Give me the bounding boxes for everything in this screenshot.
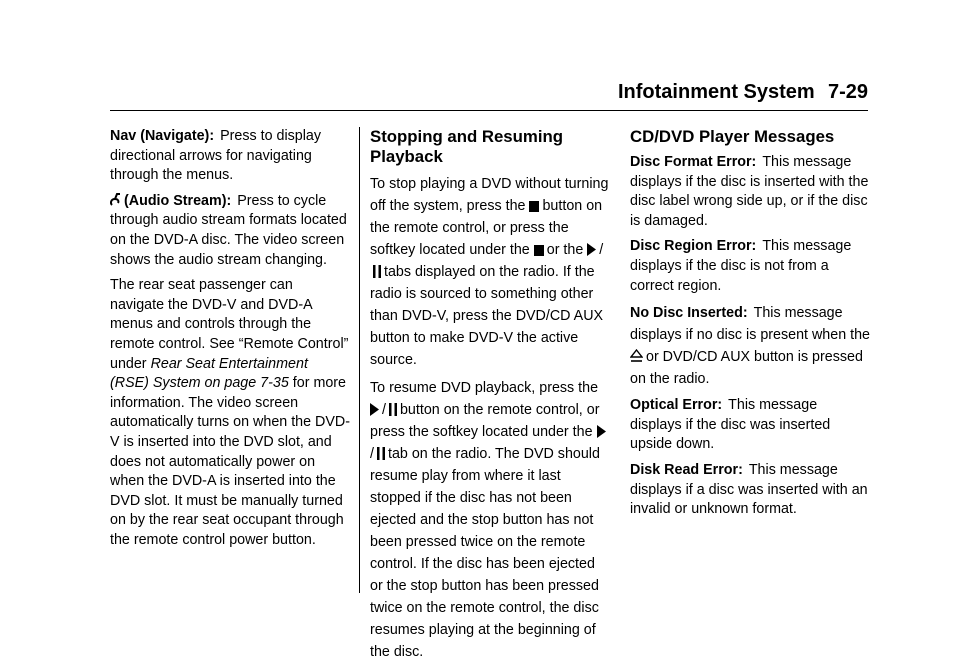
column-2	[370, 127, 610, 669]
page-header	[618, 81, 868, 104]
disc-format-error-term: Disc Format Error:	[630, 154, 757, 170]
play-icon	[597, 425, 606, 438]
player-messages-heading: CD/DVD Player Messages	[630, 127, 835, 146]
rear-seat-text-2: for more information.	[110, 375, 347, 411]
disk-read-error-paragraph	[630, 461, 870, 520]
column-divider	[359, 127, 360, 593]
optical-error-term: Optical Error:	[630, 397, 723, 414]
stop-resume-heading: Stopping and Resuming Playback	[370, 127, 563, 166]
header-section-title: Infotainment System	[618, 81, 815, 103]
column-3	[630, 127, 870, 526]
resume-paragraph	[370, 377, 610, 663]
stop-text-3: or the	[546, 242, 584, 258]
pause-icon	[389, 403, 397, 416]
rear-seat-paragraph	[110, 276, 350, 550]
stop-text-1: To stop playing a DVD without turning off the system, press the	[370, 176, 609, 214]
pause-icon	[377, 447, 385, 460]
nav-term: Nav (Navigate):	[110, 128, 215, 144]
header-page-number: 7-29	[827, 81, 868, 103]
play-icon	[370, 403, 379, 416]
nav-text: Press to display directional arrows for navigating through the menus.	[110, 128, 322, 184]
pause-icon	[373, 265, 381, 278]
slash-separator: /	[599, 242, 604, 258]
audio-stream-term: (Audio Stream):	[124, 192, 232, 209]
stop-text-2: button on the remote control, or press the softkey located under the	[370, 198, 603, 258]
resume-text-2: button on the remote control, or press the softkey located under the	[370, 402, 600, 440]
column-1	[110, 127, 350, 556]
optical-error-text: This message displays if the disc was inserted upside down.	[630, 397, 831, 453]
disc-format-error-paragraph	[630, 153, 870, 231]
slash-separator: /	[370, 446, 374, 462]
no-disc-inserted-text-1: This message displays if no disc is present when the	[630, 305, 870, 344]
rear-seat-text-1: The rear seat passenger can navigate the DVD-V and DVD-A menus and controls through the remote control. See “Remote Control” under	[110, 277, 349, 372]
rse-page-reference: Rear Seat Entertainment (RSE) System on page 7-35	[110, 355, 308, 392]
optical-error-paragraph	[630, 396, 870, 455]
stop-paragraph	[370, 173, 610, 371]
disk-read-error-term: Disk Read Error:	[630, 461, 743, 478]
no-disc-inserted-term: No Disc Inserted:	[630, 305, 748, 322]
disk-read-error-text: This message displays if a disc was inserted with an invalid or unknown format.	[630, 461, 868, 518]
stop-text-4: tabs displayed on the radio. If the radio is sourced to something other than DVD-V, press the DVD/CD AUX button to make DVD-V the active source.	[370, 264, 604, 368]
disc-region-error-paragraph	[630, 237, 870, 296]
audio-stream-icon	[110, 192, 121, 207]
slash-separator: /	[382, 402, 386, 418]
stop-square-icon	[529, 200, 539, 212]
eject-icon	[630, 349, 643, 363]
play-icon	[587, 243, 596, 256]
resume-text-3: tab on the radio. The DVD should resume play from where it last stopped if the disc has not been ejected and the stop button has not been pressed twice on the remote control. If the disc has been ejected or the stop button has been pressed twice on the remote control, the disc resumes playing at the beginning of the disc.	[370, 446, 600, 660]
header-rule	[110, 110, 868, 111]
disc-format-error-text: This message displays if the disc is inserted with the disc label wrong side up, or if the disc is damaged.	[630, 154, 869, 229]
no-disc-inserted-paragraph	[630, 302, 870, 390]
audio-stream-paragraph	[110, 192, 350, 270]
disc-region-error-text: This message displays if the disc is not from a correct region.	[630, 238, 852, 294]
no-disc-inserted-text-2: or DVD/CD AUX button is pressed on the radio.	[630, 349, 863, 388]
nav-paragraph	[110, 127, 350, 186]
stop-square-icon	[534, 244, 544, 256]
disc-region-error-term: Disc Region Error:	[630, 238, 757, 255]
resume-text-1: To resume DVD playback, press the	[370, 380, 599, 396]
video-screen-text: The video screen automatically turns on when the DVD-V is inserted into the DVD slot, and does not automatically power on when the DVD-A is inserted into the DVD slot. It must be manually turned on by the rear seat occupant through the remote control power button.	[110, 394, 350, 548]
audio-stream-text: Press to cycle through audio stream formats located on the DVD-A disc. The video screen shows the audio stream changing.	[110, 192, 347, 268]
